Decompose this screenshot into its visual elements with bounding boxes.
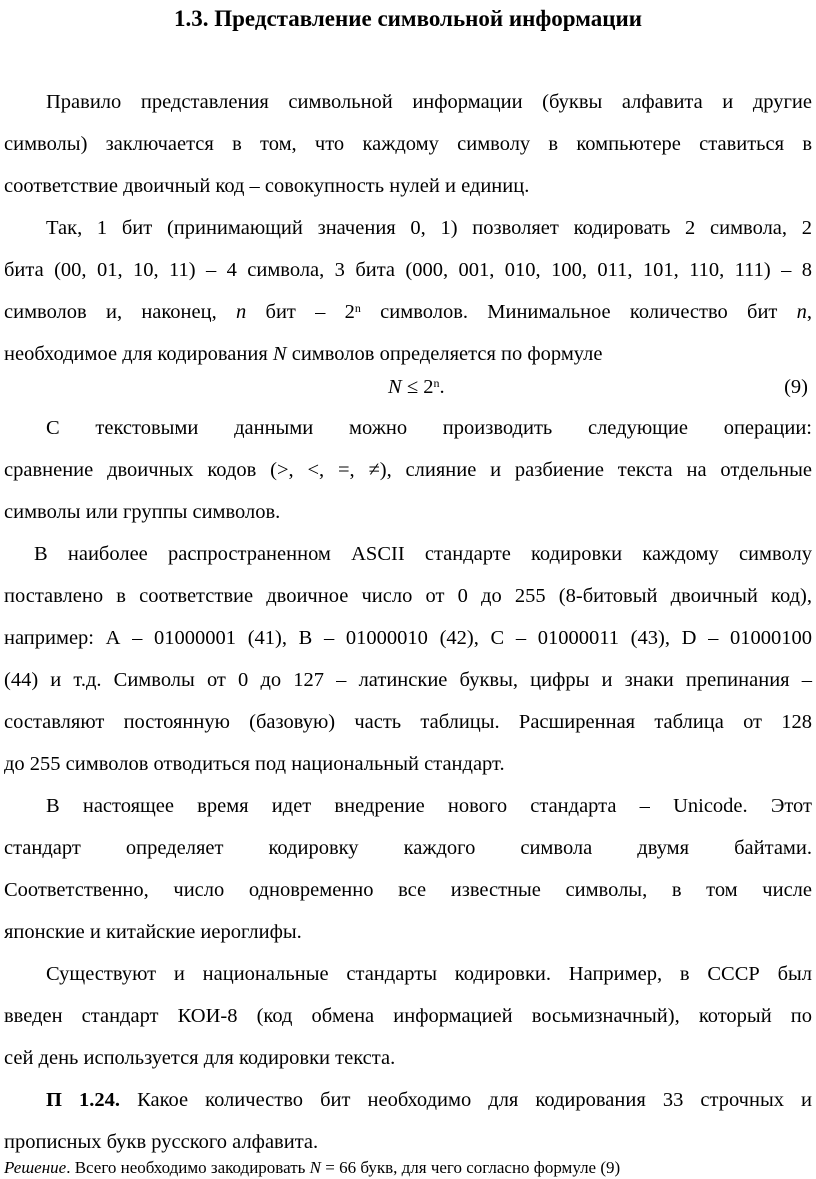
paragraph-line: бита (00, 01, 10, 11) – 4 символа, 3 бита (000, 001, 010, 100, 011, 101, 110, 111) – 8 xyxy=(4,259,812,281)
variable-N: N xyxy=(388,376,402,398)
paragraph-line xyxy=(4,340,812,368)
paragraph-line: соответствие двоичный код – совокупность нулей и единиц. xyxy=(4,175,530,197)
paragraph-line: например: А – 01000001 (41), В – 01000010 (42), С – 01000011 (43), D – 01000100 xyxy=(4,627,812,649)
paragraph-line: Так, 1 бит (принимающий значения 0, 1) позволяет кодировать 2 символа, 2 xyxy=(46,217,812,239)
paragraph-line: японские и китайские иероглифы. xyxy=(4,921,302,943)
paragraph-line: составляют постоянную (базовую) часть таблицы. Расширенная таблица от 128 xyxy=(4,711,812,733)
paragraph-line: символы или группы символов. xyxy=(4,501,281,523)
paragraph-line: поставлено в соответствие двоичное число от 0 до 255 (8-битовый двоичный код), xyxy=(4,585,812,607)
text-run: символов. Минимальное количество бит xyxy=(380,301,778,323)
paragraph-line: символы) заключается в том, что каждому символу в компьютере ставиться в xyxy=(4,133,812,155)
text-run: символов и, наконец, xyxy=(4,301,217,323)
section-title: 1.3. Представление символьной информации xyxy=(174,6,642,31)
formula-relation: ≤ 2 xyxy=(401,376,434,398)
text-run: , xyxy=(806,301,813,323)
text-run: . Всего необходимо закодировать xyxy=(66,1158,306,1177)
solution-label: Решение xyxy=(4,1158,67,1177)
paragraph-line: С текстовыми данными можно производить следующие операции: xyxy=(46,417,812,439)
formula-expression xyxy=(388,373,445,401)
paragraph-line: Правило представления символьной информации (буквы алфавита и другие xyxy=(46,91,812,113)
problem-line xyxy=(46,1086,812,1114)
formula-period: . xyxy=(439,376,445,398)
paragraph-line: стандарт определяет кодировку каждого символа двумя байтами. xyxy=(4,837,812,859)
paragraph-line: сей день используется для кодировки текста. xyxy=(4,1047,396,1069)
paragraph-line xyxy=(4,298,812,326)
paragraph-line: сравнение двоичных кодов (>, <, =, ≠), слияние и разбиение текста на отдельные xyxy=(4,459,812,481)
exponent-n: n xyxy=(354,301,361,315)
text-run: необходимое для кодирования xyxy=(4,343,268,365)
paragraph-line: В наиболее распространенном ASCII стандарте кодировки каждому символу xyxy=(34,543,812,565)
paragraph-line: до 255 символов отводиться под национальный стандарт. xyxy=(4,753,505,775)
variable-N: N xyxy=(272,343,287,365)
variable-N: N xyxy=(309,1158,321,1177)
exponent-n: n xyxy=(433,376,440,390)
equation-number: (9) xyxy=(784,376,808,398)
text-run: символов определяется по формуле xyxy=(291,343,603,365)
text-run: бит – 2 xyxy=(265,301,355,323)
problem-label: П 1.24. xyxy=(46,1089,121,1111)
paragraph-line: (44) и т.д. Символы от 0 до 127 – латинские буквы, цифры и знаки препинания – xyxy=(4,669,812,691)
text-run: Какое количество бит необходимо для кодирования 33 строчных и xyxy=(137,1089,813,1111)
paragraph-line: Существуют и национальные стандарты кодировки. Например, в СССР был xyxy=(46,963,812,985)
variable-n: n xyxy=(796,301,807,323)
paragraph-line: В настоящее время идет внедрение нового стандарта – Unicode. Этот xyxy=(46,795,812,817)
text-run: = 66 букв, для чего согласно формуле (9) xyxy=(325,1158,621,1177)
paragraph-line: Соответственно, число одновременно все известные символы, в том числе xyxy=(4,879,812,901)
paragraph-line: введен стандарт КОИ-8 (код обмена информацией восьмизначный), который по xyxy=(4,1005,812,1027)
problem-line: прописных букв русского алфавита. xyxy=(4,1131,319,1153)
variable-n: n xyxy=(236,301,247,323)
solution-line xyxy=(4,1157,812,1179)
